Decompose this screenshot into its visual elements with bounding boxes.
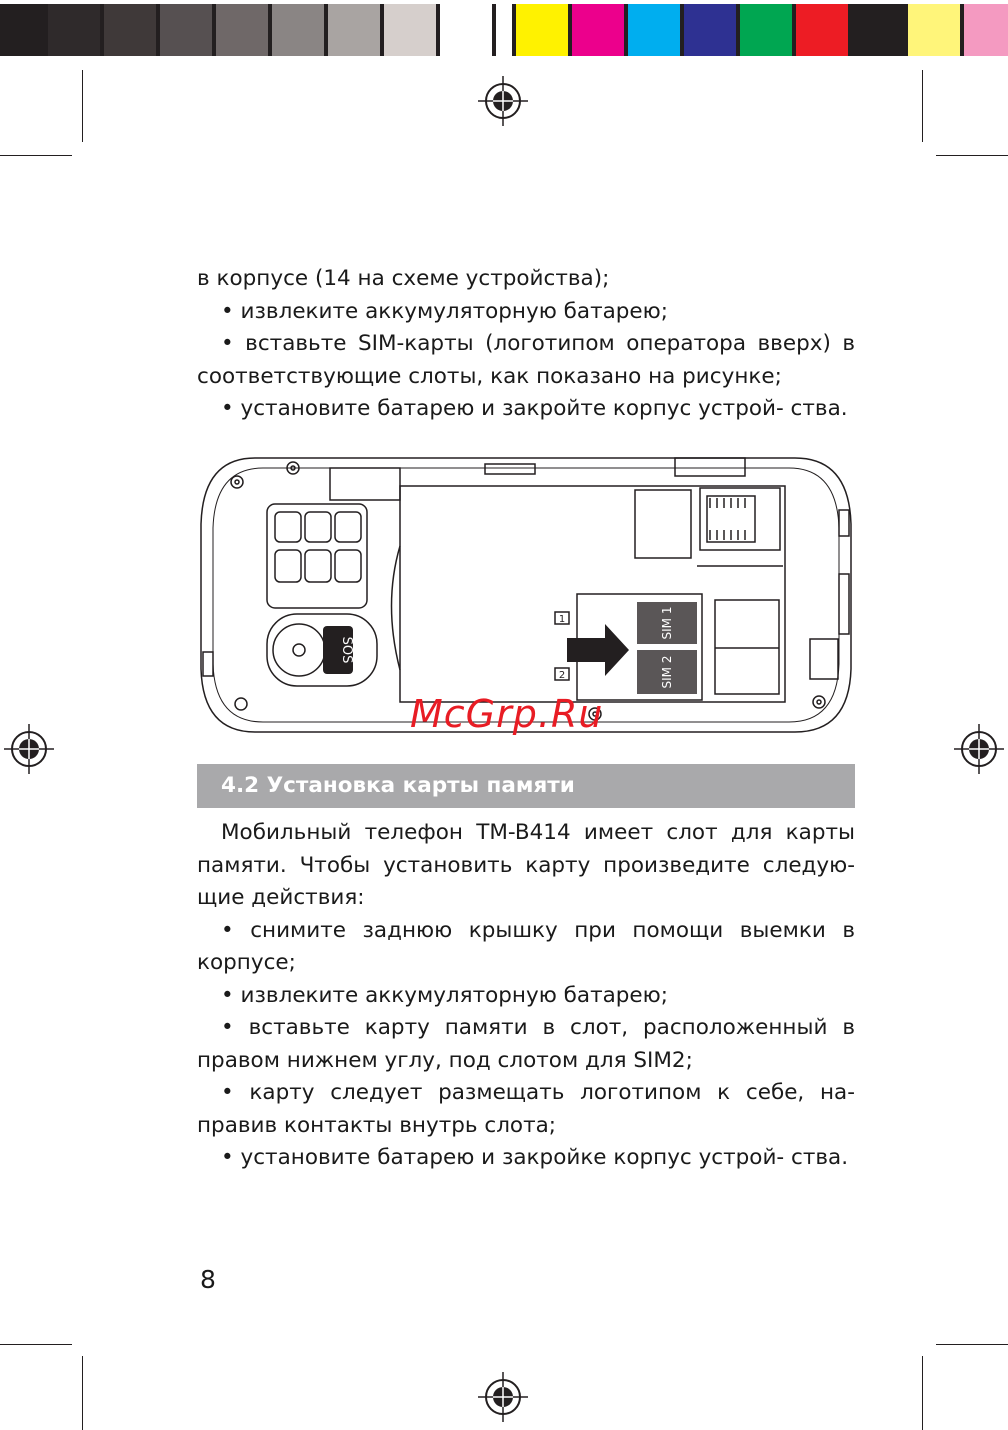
gray-swatch [272, 4, 328, 56]
color-swatch-bar [512, 4, 1008, 56]
bullet-item: • установите батарею и закройке корпус устрой- ства. [221, 1145, 849, 1170]
magenta-swatch [572, 4, 628, 56]
trim-mark [0, 1344, 72, 1345]
light-yellow-swatch [908, 4, 964, 56]
trim-mark [922, 1356, 923, 1430]
trim-mark [0, 155, 72, 156]
cyan-swatch [628, 4, 684, 56]
pink-swatch [964, 4, 1008, 56]
gray-swatch [216, 4, 272, 56]
phone-body-outline [201, 458, 851, 732]
registration-mark-icon [478, 1372, 528, 1422]
trim-mark [82, 1356, 83, 1430]
gray-swatch [0, 4, 48, 56]
gray-swatch [160, 4, 216, 56]
trim-mark [82, 70, 83, 142]
section-heading: 4.2 Установка карты памяти [197, 764, 855, 808]
red-swatch [796, 4, 852, 56]
blue-swatch [684, 4, 740, 56]
gray-swatch [384, 4, 440, 56]
bullet-item: • извлеките аккумуляторную батарею; [221, 982, 668, 1008]
gray-swatch [440, 4, 496, 56]
registration-mark-icon [954, 724, 1004, 774]
intro-paragraph: Мобильный телефон TM-B414 имеет слот для карты памяти. Чтобы установить карту произведите следую- щие действия: [197, 820, 855, 910]
gray-swatch [328, 4, 384, 56]
grayscale-swatch-bar [0, 4, 496, 56]
bullet-item: • установите батарею и закройте корпус устрой- ства. [221, 396, 848, 421]
black-swatch [852, 4, 908, 56]
sim1-label: SIM 1 [660, 606, 674, 640]
bullet-item: • вставьте SIM-карты (логотипом оператора вверх) в соответствующие слоты, как показано на рисунке; [197, 331, 855, 389]
bullet-item: • карту следует размещать логотипом к себе, на- правив контакты внутрь слота; [197, 1080, 855, 1138]
top-instructions [197, 263, 855, 426]
watermark: McGrp.Ru [410, 692, 604, 736]
slot2-number: 2 [558, 670, 566, 681]
gray-swatch [104, 4, 160, 56]
bullet-item: • снимите заднюю крышку при помощи выемки в корпусе; [197, 917, 855, 975]
slot1-number: 1 [558, 614, 566, 625]
bullet-item: • извлеките аккумуляторную батарею; [221, 298, 668, 324]
gray-swatch [48, 4, 104, 56]
trim-mark [922, 70, 923, 142]
trim-mark [936, 1344, 1008, 1345]
page-number: 8 [200, 1265, 216, 1294]
bullet-item: • вставьте карту памяти в слот, расположенный в правом нижнем углу, под слотом для SIM2; [197, 1015, 855, 1073]
text-line: в корпусе (14 на схеме устройства); [197, 266, 610, 291]
registration-mark-icon [478, 76, 528, 126]
sim2-label: SIM 2 [660, 655, 674, 689]
green-swatch [740, 4, 796, 56]
sos-label: SOS [339, 636, 354, 664]
yellow-swatch [516, 4, 572, 56]
trim-mark [936, 155, 1008, 156]
registration-mark-icon [4, 724, 54, 774]
memory-card-instructions [197, 817, 855, 1175]
